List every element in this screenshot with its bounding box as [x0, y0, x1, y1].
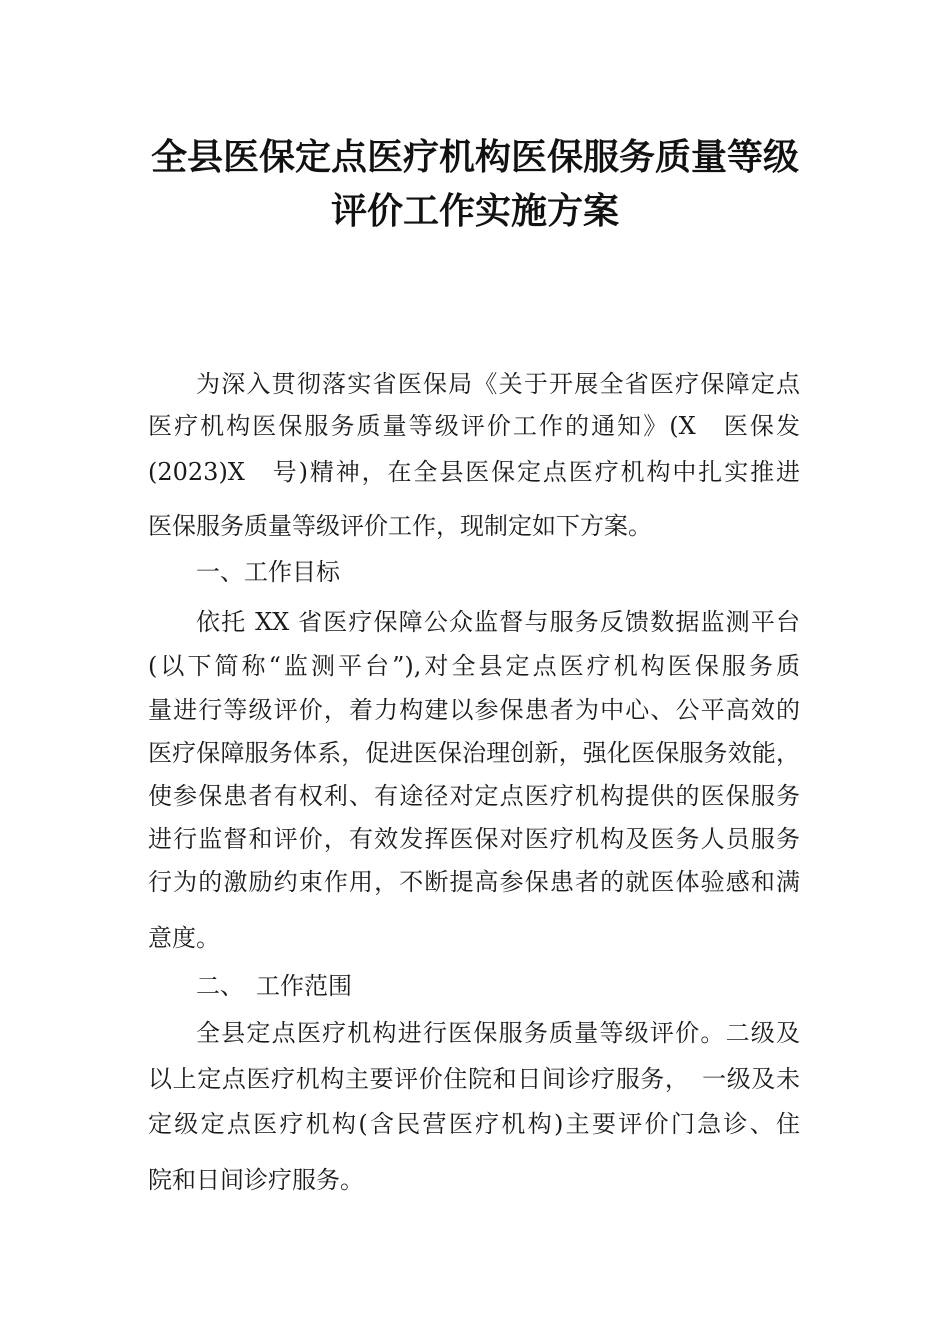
section1-heading: 一、工作目标: [196, 558, 340, 586]
section2-line-4: 院和日间诊疗服务。: [148, 1166, 364, 1194]
section2-line-1: 全县定点医疗机构进行医保服务质量等级评价。二级及: [196, 1019, 800, 1047]
section2-heading: 二、 工作范围: [196, 972, 352, 1000]
intro-line-3: (2023)X 号)精神，在全县医保定点医疗机构中扎实推进: [148, 458, 800, 486]
section1-line-2: (以下简称“监测平台”),对全县定点医疗机构医保服务质: [148, 652, 800, 680]
intro-line-4: 医保服务质量等级评价工作，现制定如下方案。: [148, 512, 652, 540]
section1-line-3: 量进行等级评价，着力构建以参保患者为中心、公平高效的: [148, 696, 800, 724]
document-title-line-2: 评价工作实施方案: [330, 191, 619, 232]
intro-line-2: 医疗机构医保服务质量等级评价工作的通知》(X 医保发: [148, 412, 800, 440]
document-title-line-1: 全县医保定点医疗机构医保服务质量等级: [150, 137, 799, 178]
section1-line-7: 行为的激励约束作用，不断提高参保患者的就医体验感和满: [148, 868, 800, 896]
section1-line-1: 依托 XX 省医疗保障公众监督与服务反馈数据监测平台: [196, 608, 800, 636]
intro-line-1: 为深入贯彻落实省医保局《关于开展全省医疗保障定点: [196, 370, 800, 398]
section2-line-3: 定级定点医疗机构(含民营医疗机构)主要评价门急诊、住: [148, 1110, 800, 1138]
section1-line-5: 使参保患者有权利、有途径对定点医疗机构提供的医保服务: [148, 782, 800, 810]
section1-line-6: 进行监督和评价，有效发挥医保对医疗机构及医务人员服务: [148, 825, 800, 853]
section2-line-2: 以上定点医疗机构主要评价住院和日间诊疗服务， 一级及未: [148, 1065, 800, 1093]
section1-line-4: 医疗保障服务体系，促进医保治理创新，强化医保服务效能，: [148, 739, 800, 767]
section1-line-8: 意度。: [148, 924, 220, 952]
